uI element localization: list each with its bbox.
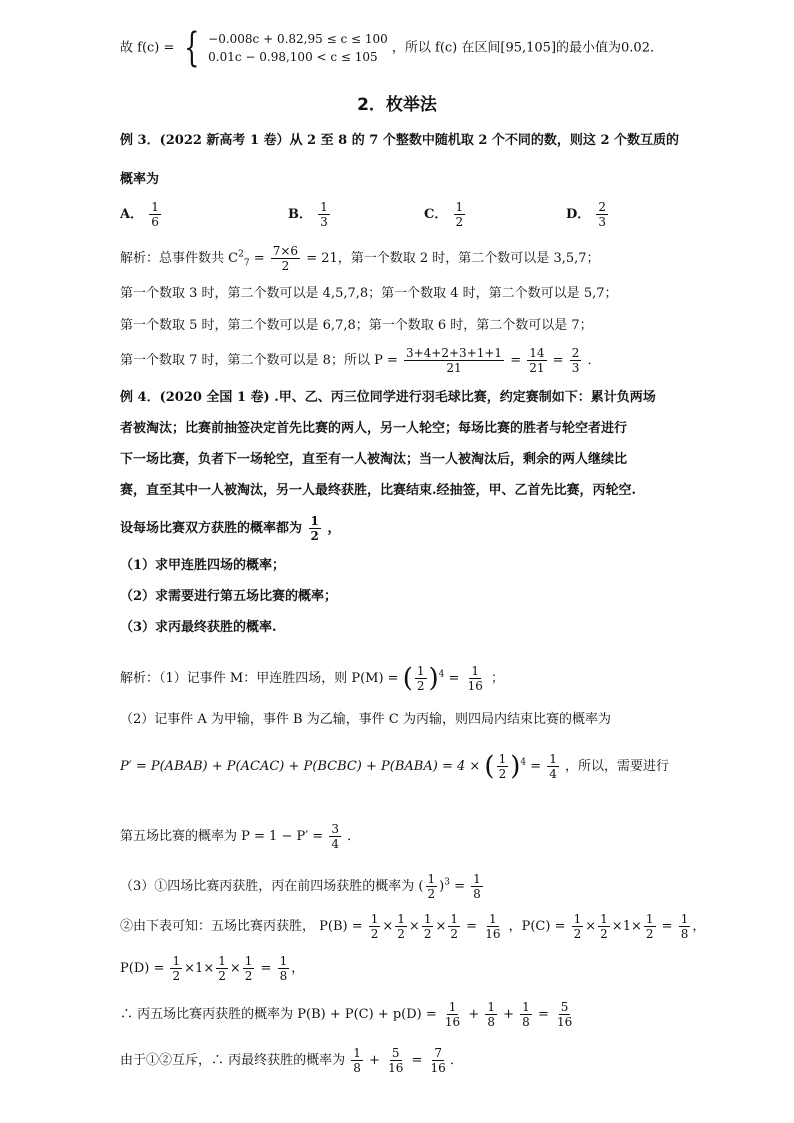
result-fraction: [471, 872, 483, 901]
ex4-solution-6: [120, 912, 705, 941]
section-heading: 2．枚举法: [357, 95, 437, 115]
frac-den: 16: [556, 1015, 573, 1029]
ex4-solution-5: （3）①四场比赛丙获胜，丙在前四场获胜的概率为 ( $\frac{1}{2}$ )$^3$ = $\frac{1}{8}$: [120, 872, 481, 901]
frac-den: 2: [450, 927, 459, 941]
ex4-solution-2: （2）记事件 A 为甲输，事件 B 为乙输，事件 C 为丙输，则四局内结束比赛的概率为: [120, 712, 611, 727]
f: [679, 912, 691, 941]
frac-num: 1: [448, 1000, 457, 1014]
sol-eq: =: [256, 961, 276, 976]
sol-text: 第一个数取 7 时，第二个数可以是 8；所以 P =: [120, 353, 402, 368]
sol-end: ；: [491, 671, 505, 686]
option-a: [120, 200, 163, 229]
case-1: −0.008c + 0.82,95 ≤ c ≤ 100: [208, 32, 388, 46]
frac-den: 3: [598, 215, 607, 229]
sol-eq: =: [462, 919, 482, 934]
ex3-solution-4: [120, 346, 601, 375]
frac-den: 6: [151, 215, 159, 229]
sol-text: ，P(C) =: [508, 919, 570, 934]
frac-num: 1: [397, 912, 405, 926]
sol-text: = 21，第一个数取 2 时，第二个数可以是 3,5,7；: [306, 251, 600, 266]
half-fraction: [497, 752, 509, 781]
f: [485, 1000, 497, 1029]
times: ×: [435, 919, 447, 934]
f: [555, 1000, 574, 1029]
sol-eq: =: [533, 1007, 553, 1022]
frac-den: 21: [446, 361, 462, 375]
frac-den: 16: [467, 679, 483, 693]
frac-num: 1: [455, 200, 464, 214]
frac-num: 1: [487, 1000, 495, 1014]
ex4-text: 设每场比赛双方获胜的概率都为: [120, 521, 303, 536]
option-b: [288, 200, 332, 229]
ex3-solution-1: [120, 244, 600, 274]
sol-text: 解析：（1）记事件 M：甲连胜四场，则 P(M) =: [120, 671, 403, 686]
f: [443, 1000, 462, 1029]
times: ×: [630, 919, 642, 934]
half-fraction: [415, 664, 427, 693]
ex4-line2: 者被淘汰；比赛前抽签决定首先比赛的两人，另一人轮空；每场比赛的胜者与轮空者进行: [120, 421, 628, 436]
ex4-solution-1: [120, 664, 504, 693]
sol-text: P(D) =: [120, 961, 169, 976]
frac-num: 1: [320, 200, 328, 214]
sol-eq: =: [249, 251, 269, 266]
result-fraction: [547, 752, 559, 781]
f: [520, 1000, 532, 1029]
sol-eq: =: [552, 353, 568, 368]
plus: +: [364, 1053, 385, 1068]
frac-den: 8: [473, 887, 481, 901]
sol4-fraction-3: [570, 346, 582, 375]
frac-num: 1: [244, 954, 253, 968]
sol-text: P′ = P(ABAB) + P(ACAC) + P(BCBC) + P(BABA) = 4 ×: [120, 759, 485, 774]
ex4-half-fraction: [309, 514, 321, 543]
ex3-solution-2: 第一个数取 3 时，第二个数可以是 4,5,7,8；第一个数取 4 时，第二个数可以是 5,7；: [120, 286, 618, 301]
frac-den: 2: [498, 767, 507, 781]
frac-den: 8: [279, 969, 288, 983]
option-a-label: A．: [120, 207, 144, 222]
option-d-label: D．: [566, 207, 591, 222]
option-b-label: B．: [288, 207, 312, 222]
sol-text: 第五场比赛的概率为 P = 1 − P′ =: [120, 829, 328, 844]
frac-den: 2: [310, 529, 319, 543]
frac-den: 2: [397, 927, 405, 941]
frac-num: 5: [391, 1046, 400, 1060]
frac-num: 1: [353, 1046, 361, 1060]
plus: +: [464, 1007, 484, 1022]
frac-num: 1: [151, 200, 159, 214]
times: ×: [408, 919, 420, 934]
piecewise-cases: [208, 30, 388, 66]
f: [351, 1046, 363, 1075]
sol-text: （3）①四场比赛丙获胜，丙在前四场获胜的概率为: [120, 879, 415, 894]
ex4-line3: 下一场比赛，负者下一场轮空，直至有一人被淘汰；当一人被淘汰后，剩余的两人继续比: [120, 452, 628, 467]
sol-eq: =: [530, 759, 546, 774]
half-fraction: [426, 872, 438, 901]
exponent: 4: [520, 757, 527, 768]
sol-sub: 7: [243, 258, 250, 269]
sol-end: ，: [692, 919, 706, 934]
frac-num: 1: [549, 752, 557, 766]
f: [369, 912, 381, 941]
paren-open: (: [484, 751, 495, 782]
frac-num: 1: [498, 752, 507, 766]
sol-end: ．: [587, 353, 601, 368]
frac-den: 16: [444, 1015, 461, 1029]
ex4-solution-4: [120, 822, 360, 851]
times: ×: [184, 961, 196, 976]
ex3-line2: 概率为: [120, 172, 160, 187]
frac-num: 1: [645, 912, 654, 926]
f: [278, 954, 290, 983]
option-c: [424, 200, 467, 229]
question-3: （3）求丙最终获胜的概率.: [120, 620, 277, 635]
f: [170, 954, 182, 983]
frac-num: 1: [310, 514, 319, 528]
frac-num: 1: [172, 954, 181, 968]
sol-text: ∴ 丙五场比赛丙获胜的概率为 P(B) + P(C) + p(D) =: [120, 1007, 441, 1022]
frac-num: 1: [473, 872, 481, 886]
one: 1: [195, 961, 204, 976]
sol-text: 解析：总事件数共 C: [120, 251, 239, 266]
frac-num: 1: [427, 872, 436, 886]
ex4-line5: [120, 514, 340, 543]
frac-den: 8: [353, 1061, 361, 1075]
f: [448, 912, 460, 941]
frac-den: 8: [522, 1015, 530, 1029]
frac-num: 2: [598, 200, 607, 214]
ex4-solution-3: [120, 752, 669, 781]
option-c-label: C．: [424, 207, 448, 222]
one: 1: [622, 919, 631, 934]
sol-end: ．: [449, 1053, 463, 1068]
ex4-text: ，: [327, 521, 341, 536]
f: [243, 954, 255, 983]
frac-den: 16: [430, 1061, 446, 1075]
frac-num: 5: [560, 1000, 569, 1014]
sol-eq: =: [407, 1053, 427, 1068]
exponent: 4: [438, 669, 445, 680]
piecewise-prefix: 故 f(c) =: [120, 40, 175, 56]
frac-num: 1: [279, 954, 288, 968]
times: ×: [229, 961, 241, 976]
sol-text: ，所以，需要进行: [565, 759, 670, 774]
option-d: [566, 200, 610, 229]
sol1-fraction: [271, 244, 300, 273]
sol-text: ②由下表可知：五场比赛丙获胜， P(B) =: [120, 919, 367, 934]
f: [572, 912, 584, 941]
result-fraction: [466, 664, 485, 693]
frac-den: 16: [388, 1061, 404, 1075]
frac-den: 2: [281, 259, 290, 273]
frac-den: 2: [370, 927, 379, 941]
frac-num: 1: [471, 664, 480, 678]
sol-eq: =: [657, 919, 677, 934]
case-2: 0.01c − 0.98,100 < c ≤ 105: [208, 50, 378, 64]
sol4-fraction: [404, 346, 504, 375]
paren-open: (: [402, 663, 413, 694]
times: ×: [585, 919, 597, 934]
result-fraction: [329, 822, 341, 851]
frac-num: 1: [423, 912, 432, 926]
paren-close: ): [428, 663, 439, 694]
sol-text: 由于①②互斥，∴ 丙最终获胜的概率为: [120, 1053, 346, 1068]
frac-den: 2: [423, 927, 432, 941]
sol-eq: =: [454, 879, 470, 894]
frac-den: 2: [244, 969, 253, 983]
piecewise-line: [120, 25, 663, 71]
sol-end: ，: [291, 961, 305, 976]
frac-num: 2: [571, 346, 580, 360]
ex3-solution-3: 第一个数取 5 时，第二个数可以是 6,7,8；第一个数取 6 时，第二个数可以是 7；: [120, 318, 593, 333]
times: ×: [203, 961, 215, 976]
frac-den: 4: [549, 767, 557, 781]
option-b-fraction: [318, 200, 330, 229]
frac-num: 1: [489, 912, 497, 926]
sol-sup: 2: [238, 249, 244, 260]
frac-num: 1: [522, 1000, 530, 1014]
ex4-solution-7: [120, 954, 304, 983]
frac-num: 1: [370, 912, 379, 926]
ex4-solution-9: [120, 1046, 463, 1075]
plus: +: [499, 1007, 519, 1022]
piecewise-suffix: ，所以 f(c) 在区间[95,105]的最小值为0.02．: [391, 40, 663, 56]
sol-eq: =: [510, 353, 526, 368]
question-1: （1）求甲连胜四场的概率；: [120, 558, 286, 573]
frac-den: 16: [485, 927, 501, 941]
f: [386, 1046, 405, 1075]
frac-num: 3+4+2+3+1+1: [405, 346, 503, 360]
frac-den: 8: [487, 1015, 495, 1029]
exponent: 3: [444, 877, 450, 888]
ex4-line4: 赛，直至其中一人被淘汰，另一人最终获胜，比赛结束.经抽签，甲、乙首先比赛，丙轮空.: [120, 483, 637, 498]
f: [483, 912, 502, 941]
brace-symbol: {: [183, 25, 199, 71]
frac-num: 1: [680, 912, 689, 926]
f: [429, 1046, 448, 1075]
frac-den: 2: [427, 887, 436, 901]
frac-num: 14: [529, 346, 545, 360]
frac-den: 3: [320, 215, 328, 229]
frac-num: 7×6: [272, 244, 299, 258]
frac-num: 1: [218, 954, 226, 968]
ex4-line1: 例 4．(2020 全国 1 卷) .甲、乙、丙三位同学进行羽毛球比赛，约定赛制如下：累计负两场: [120, 390, 656, 405]
option-d-fraction: [596, 200, 608, 229]
option-c-fraction: [454, 200, 466, 229]
frac-den: 2: [455, 215, 464, 229]
frac-den: 2: [645, 927, 654, 941]
times: ×: [382, 919, 394, 934]
frac-den: 2: [573, 927, 582, 941]
ex3-line1: 例 3．(2022 新高考 1 卷）从 2 至 8 的 7 个整数中随机取 2 个不同的数，则这 2 个数互质的: [120, 133, 680, 148]
frac-den: 2: [172, 969, 181, 983]
frac-den: 8: [680, 927, 689, 941]
frac-num: 1: [600, 912, 608, 926]
frac-den: 21: [529, 361, 545, 375]
frac-den: 2: [600, 927, 608, 941]
frac-num: 1: [416, 664, 425, 678]
f: [422, 912, 434, 941]
f: [598, 912, 610, 941]
f: [216, 954, 228, 983]
frac-num: 1: [450, 912, 459, 926]
frac-num: 3: [331, 822, 339, 836]
frac-num: 7: [434, 1046, 442, 1060]
sol4-fraction-2: [527, 346, 546, 375]
frac-num: 1: [573, 912, 582, 926]
frac-den: 3: [571, 361, 580, 375]
f: [395, 912, 407, 941]
paren-close: ): [510, 751, 521, 782]
frac-den: 2: [218, 969, 226, 983]
times: ×: [611, 919, 623, 934]
sol-end: ．: [347, 829, 361, 844]
frac-den: 2: [416, 679, 425, 693]
option-a-fraction: [149, 200, 161, 229]
ex4-solution-8: [120, 1000, 576, 1029]
question-2: （2）求需要进行第五场比赛的概率；: [120, 589, 338, 604]
sol-eq: =: [448, 671, 464, 686]
frac-den: 4: [331, 837, 339, 851]
f: [644, 912, 656, 941]
